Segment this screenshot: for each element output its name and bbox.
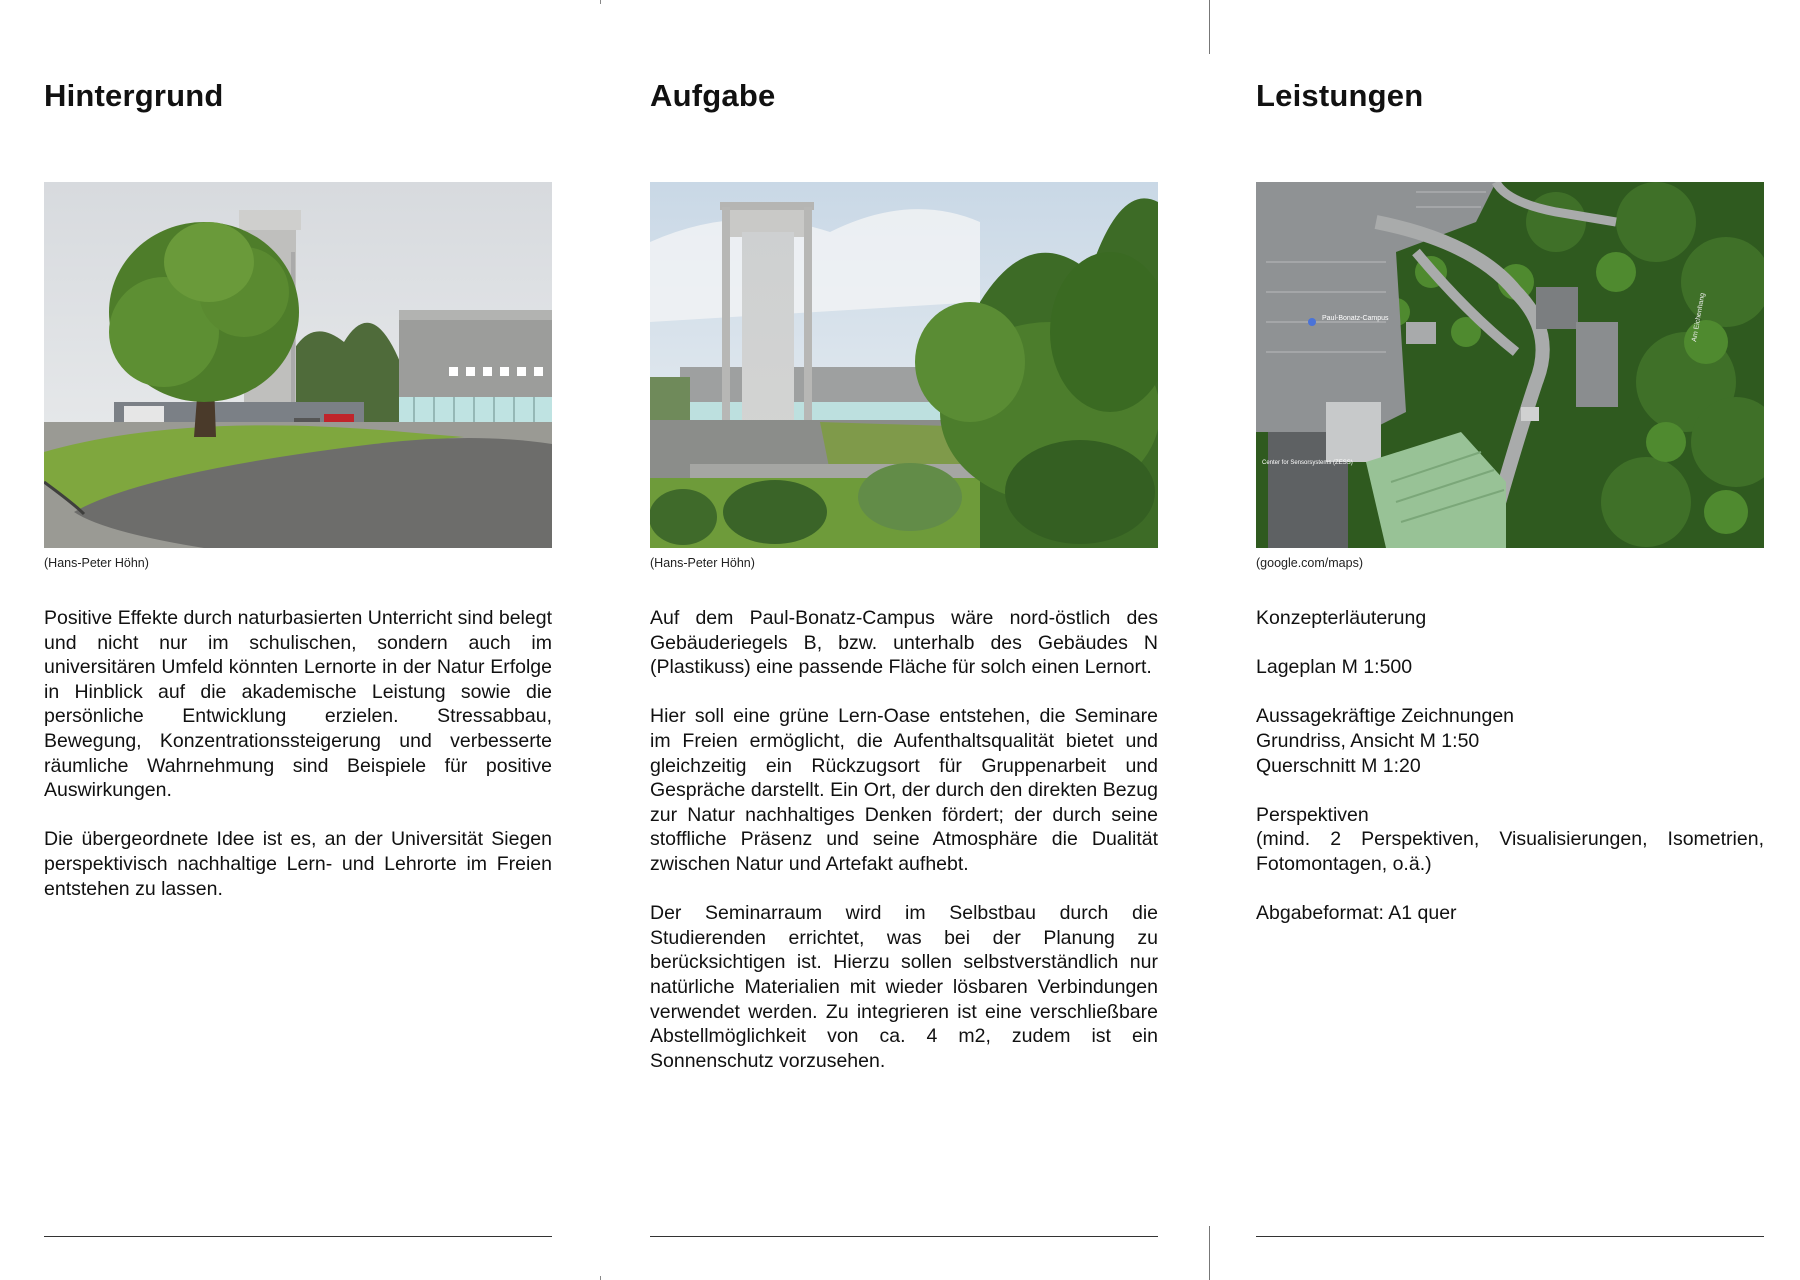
column-aufgabe xyxy=(650,0,1158,1280)
photo-water-tower-lawn xyxy=(44,182,552,548)
paragraph: Positive Effekte durch naturbasierten Unterricht sind belegt und nicht nur im schulischen, sondern auch im universitären Umfeld könnten Lernorte in der Natur Erfolge in Hinblick auf die akademische Leistung sowie die persönliche Entwicklung erzielen. Stressabbau, Bewegung, Konzentrationssteigerung und verbesserte räumliche Wahrnehmung sind Beispiele für positive Auswirkungen. xyxy=(44,607,552,802)
list-line: Grundriss, Ansicht M 1:50 xyxy=(1256,729,1480,752)
map-label-street: Am Eichenhang xyxy=(1691,292,1707,343)
bottom-rule xyxy=(650,1236,1158,1237)
list-line: Aussagekräftige Zeichnungen xyxy=(1256,705,1515,728)
image-caption: (google.com/maps) xyxy=(1256,556,1363,570)
paragraph: Auf dem Paul-Bonatz-Campus wäre nord-östlich des Gebäuderiegels B, bzw. unterhalb des Gebäudes N (Plastikuss) eine passende Fläche für solch einen Lernort. xyxy=(650,607,1158,679)
list-line: Lageplan M 1:500 xyxy=(1256,656,1413,679)
fold-line-top xyxy=(1209,0,1210,54)
list-item xyxy=(1256,704,1764,778)
image-caption: (Hans-Peter Höhn) xyxy=(650,556,755,570)
fold-line-bottom xyxy=(1209,1226,1210,1280)
column-leistungen xyxy=(1256,0,1764,1280)
aerial-map-image xyxy=(1256,182,1764,548)
section-heading: Aufgabe xyxy=(650,78,776,113)
list-line: Abgabeformat: A1 quer xyxy=(1256,902,1457,925)
map-label-center: Center for Sensorsystems (ZESS) xyxy=(1262,460,1353,466)
body-text xyxy=(44,606,552,926)
list-line: (mind. 2 Perspektiven, Visualisierungen, Isometrien, Fotomontagen, o.ä.) xyxy=(1256,828,1764,875)
map-label-campus: Paul-Bonatz-Campus xyxy=(1322,315,1389,322)
list-item xyxy=(1256,606,1764,631)
trim-mark-top xyxy=(600,0,601,4)
trim-mark-bottom xyxy=(600,1276,601,1280)
body-text xyxy=(650,606,1158,1098)
deliverables-list xyxy=(1256,606,1764,950)
list-item xyxy=(1256,803,1764,877)
image-caption: (Hans-Peter Höhn) xyxy=(44,556,149,570)
list-line: Perspektiven xyxy=(1256,803,1369,826)
list-line: Querschnitt M 1:20 xyxy=(1256,754,1421,777)
paragraph: Hier soll eine grüne Lern-Oase entstehen, die Seminare im Freien ermöglicht, die Aufenthaltsqualität bietet und gleichzeitig ein Rückzugsort für Gruppenarbeit und Gespräche darstellt. Ein Ort, der durch den direkten Bezug zur Natur nachhaltiges Denken fördert; der durch seine stoffliche Präsenz und seine Atmosphäre die Dualität zwischen Natur und Artefakt aufhebt. xyxy=(650,705,1158,875)
list-item xyxy=(1256,901,1764,926)
bottom-rule xyxy=(44,1236,552,1237)
list-line: Konzepterläuterung xyxy=(1256,607,1427,629)
list-item xyxy=(1256,655,1764,680)
bottom-rule xyxy=(1256,1236,1764,1237)
paragraph: Die übergeordnete Idee ist es, an der Universität Siegen perspektivisch nachhaltige Lern- und Lehrorte im Freien entstehen zu lassen. xyxy=(44,828,552,900)
section-heading: Hintergrund xyxy=(44,78,224,113)
paragraph: Der Seminarraum wird im Selbstbau durch die Studierenden errichtet, was bei der Planung zu berücksichtigen ist. Hierzu sollen selbstverständlich nur natürliche Materialien mit wieder lösbaren Verbindungen verwendet werden. Zu integrieren ist eine verschließbare Abstellmöglichkeit von ca. 4 m2, zudem ist ein Sonnenschutz vorzusehen. xyxy=(650,902,1158,1072)
section-heading: Leistungen xyxy=(1256,78,1424,113)
column-hintergrund xyxy=(44,0,552,1280)
photo-water-tower-bushes xyxy=(650,182,1158,548)
